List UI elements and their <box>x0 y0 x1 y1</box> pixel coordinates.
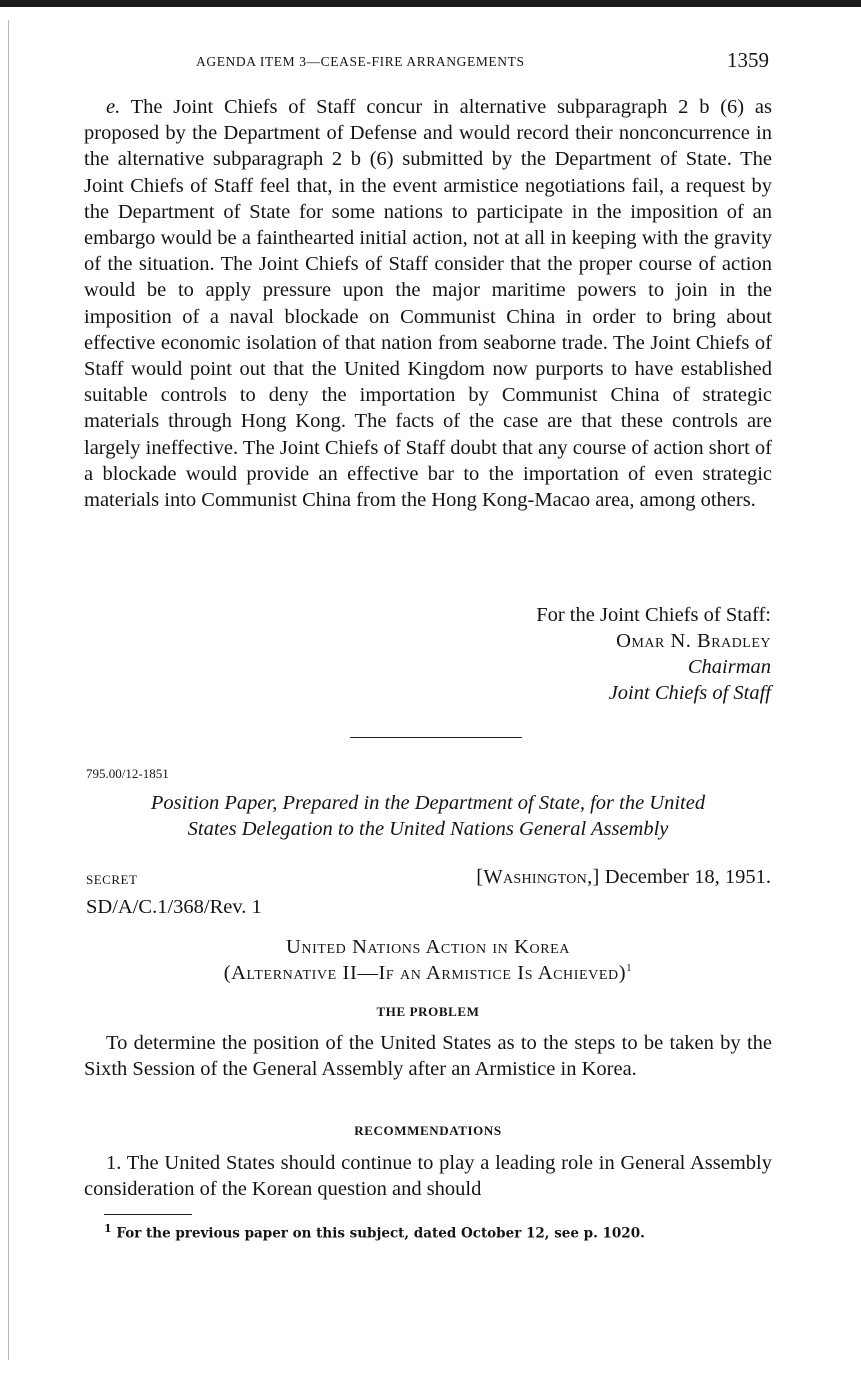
problem-heading: THE PROBLEM <box>376 1004 480 1019</box>
footnote-ref: 1 <box>626 962 633 975</box>
footnote-rule <box>104 1214 192 1215</box>
file-number: 795.00/12-1851 <box>86 766 169 781</box>
sub-heading-text: (Alternative II—If an Armistice Is Achieved) <box>223 962 627 984</box>
classification-label: SECRET <box>86 872 138 887</box>
page-top-border <box>0 0 861 7</box>
problem-paragraph: To determine the position of the United States as to the steps to be taken by the Sixth Session of the General Assembly after an Armistice in Korea. <box>84 1032 772 1081</box>
recommendation-1: 1. The United States should continue to play a leading role in General Assembly consideration of the Korean question and should <box>84 1152 772 1201</box>
running-header-title: AGENDA ITEM 3—CEASE-FIRE ARRANGEMENTS <box>196 54 525 69</box>
position-paper-title-line2: States Delegation to the United Nations General Assembly <box>187 818 669 840</box>
document-number: SD/A/C.1/368/Rev. 1 <box>86 896 262 918</box>
signature-title-chairman: Chairman <box>687 656 771 678</box>
paragraph-e <box>84 94 772 513</box>
footnote <box>104 1222 645 1242</box>
running-header <box>0 48 861 78</box>
paragraph-e-text: The Joint Chiefs of Staff concur in alternative subparagraph 2 b (6) as proposed by the Department of Defense and would record their nonconcurrence in the alternative subparagraph 2 b (6) submitted by the Department of State. The Joint Chiefs of Staff feel that, in the event armistice negotiations fail, a request by the Department of State for some nations to participate in the imposition of an embargo would be a fainthearted initial action, not at all in keeping with the gravity of the situation. The Joint Chiefs of Staff consider that the proper course of action would be to apply pressure upon the major maritime powers to join in the imposition of a naval blockade on Communist China in order to bring about effective economic isolation of that nation from seaborne trade. The Joint Chiefs of Staff would point out that the United Kingdom now purports to have established suitable controls to deny the importation by Communist China of strategic materials through Hong Kong. The facts of the case are that these controls are largely ineffective. The Joint Chiefs of Staff doubt that any course of action short of a blockade would provide an effective bar to the importation of even strategic materials into Communist China from the Hong Kong-Macao area, among others. <box>84 96 772 512</box>
signature-title-jcs: Joint Chiefs of Staff <box>608 682 771 704</box>
date: December 18, 1951. <box>604 866 771 888</box>
recommendations-heading: RECOMMENDATIONS <box>354 1123 502 1138</box>
position-paper-title <box>84 790 772 842</box>
place-date <box>476 866 771 889</box>
footnote-text: For the previous paper on this subject, dated October 12, see p. 1020. <box>116 1225 645 1242</box>
section-divider <box>350 737 522 738</box>
position-paper-title-line1: Position Paper, Prepared in the Department of State, for the United <box>150 792 706 814</box>
footnote-marker: 1 <box>104 1222 112 1235</box>
page-number: 1359 <box>727 48 769 72</box>
signature-name: Omar N. Bradley <box>616 630 771 652</box>
signature-for-line: For the Joint Chiefs of Staff: <box>536 604 771 626</box>
main-heading: United Nations Action in Korea <box>285 936 570 958</box>
paragraph-e-label: e. <box>106 96 121 118</box>
page-left-edge <box>8 20 9 1360</box>
place: [Washington,] <box>476 866 600 888</box>
sub-heading <box>84 962 772 985</box>
